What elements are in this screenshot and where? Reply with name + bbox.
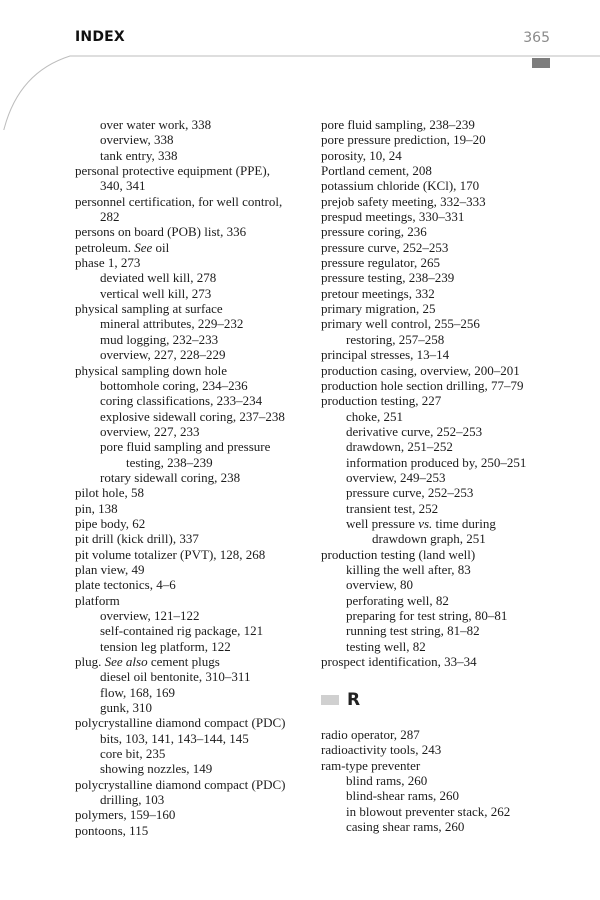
index-entry <box>75 823 307 838</box>
entry-text: overview, 227, 233 <box>100 423 200 439</box>
entry-text: overview, 338 <box>100 132 174 148</box>
entry-text: polycrystalline diamond compact (PDC) <box>75 776 286 792</box>
entry-cross-reference: See also <box>104 654 148 670</box>
index-subentry <box>75 132 307 147</box>
entry-text: drilling, 103 <box>100 792 165 808</box>
entry-text-tail: time during <box>432 515 496 531</box>
index-subentry <box>75 117 307 132</box>
entry-text: pit drill (kick drill), 337 <box>75 531 199 547</box>
index-subentry <box>75 792 307 807</box>
index-entry <box>75 240 307 255</box>
index-column-right <box>321 117 561 669</box>
index-subentry <box>75 746 307 761</box>
entry-text: transient test, 252 <box>346 500 439 516</box>
entry-text: vertical well kill, 273 <box>100 285 212 301</box>
entry-text: coring classifications, 233–234 <box>100 393 263 409</box>
index-subentry <box>75 148 307 163</box>
index-subentry <box>75 209 307 224</box>
entry-text: plate tectonics, 4–6 <box>75 577 176 593</box>
entry-text: pressure coring, 236 <box>321 224 427 240</box>
entry-text: porosity, 10, 24 <box>321 147 402 163</box>
entry-text: polymers, 159–160 <box>75 807 176 823</box>
entry-text: prespud meetings, 330–331 <box>321 209 465 225</box>
entry-text: polycrystalline diamond compact (PDC) <box>75 715 286 731</box>
section-heading-r <box>321 690 360 710</box>
entry-text: plug. <box>75 654 105 670</box>
entry-text: pontoons, 115 <box>75 822 149 838</box>
index-subentry <box>321 409 561 424</box>
index-entry <box>321 758 561 773</box>
index-subentry <box>75 286 307 301</box>
index-entry <box>75 531 307 546</box>
index-subentry <box>321 470 561 485</box>
index-column-left <box>75 117 307 838</box>
index-subentry <box>321 562 561 577</box>
index-entry <box>75 485 307 500</box>
entry-text: personal protective equipment (PPE), <box>75 163 270 179</box>
entry-text: pore pressure prediction, 19–20 <box>321 132 486 148</box>
entry-text: bits, 103, 141, 143–144, 145 <box>100 730 249 746</box>
entry-text: well pressure <box>346 515 419 531</box>
entry-text: 340, 341 <box>100 178 146 194</box>
index-entry <box>321 209 561 224</box>
index-entry <box>321 286 561 301</box>
index-subentry <box>321 788 561 803</box>
index-entry <box>75 577 307 592</box>
index-entry <box>321 654 561 669</box>
index-entry <box>75 163 307 178</box>
index-subentry <box>321 623 561 638</box>
index-subentry <box>321 593 561 608</box>
entry-text: pipe body, 62 <box>75 515 146 531</box>
entry-text: choke, 251 <box>346 408 404 424</box>
index-subentry <box>321 804 561 819</box>
index-subentry <box>75 347 307 362</box>
entry-text: persons on board (POB) list, 336 <box>75 224 247 240</box>
index-subentry <box>321 531 561 546</box>
index-entry <box>321 224 561 239</box>
index-entry <box>75 363 307 378</box>
index-entry <box>321 727 561 742</box>
running-head-title: INDEX <box>75 29 125 45</box>
index-entry <box>321 194 561 209</box>
entry-text: potassium chloride (KCl), 170 <box>321 178 480 194</box>
entry-text: primary well control, 255–256 <box>321 316 480 332</box>
entry-text: 282 <box>100 209 120 225</box>
entry-text: production testing (land well) <box>321 546 476 562</box>
entry-text: overview, 249–253 <box>346 469 446 485</box>
entry-text: production hole section drilling, 77–79 <box>321 377 524 393</box>
index-subentry <box>321 608 561 623</box>
index-entry <box>75 255 307 270</box>
entry-cross-reference: vs. <box>418 515 433 531</box>
index-subentry <box>321 485 561 500</box>
index-entry <box>75 516 307 531</box>
index-subentry <box>75 332 307 347</box>
index-subentry <box>321 577 561 592</box>
entry-text: showing nozzles, 149 <box>100 761 213 777</box>
index-entry <box>321 240 561 255</box>
entry-text: pressure testing, 238–239 <box>321 270 455 286</box>
index-entry <box>321 347 561 362</box>
entry-text: Portland cement, 208 <box>321 163 432 179</box>
index-subentry <box>321 424 561 439</box>
index-entry <box>75 501 307 516</box>
entry-text: pretour meetings, 332 <box>321 285 435 301</box>
entry-text: preparing for test string, 80–81 <box>346 608 508 623</box>
index-entry <box>321 301 561 316</box>
entry-text: pit volume totalizer (PVT), 128, 268 <box>75 546 266 562</box>
entry-text: pin, 138 <box>75 500 118 516</box>
entry-text: over water work, 338 <box>100 117 212 132</box>
entry-text: drawdown graph, 251 <box>372 531 486 547</box>
entry-text: in blowout preventer stack, 262 <box>346 803 511 819</box>
index-subentry <box>75 409 307 424</box>
entry-text: deviated well kill, 278 <box>100 270 217 286</box>
entry-text: flow, 168, 169 <box>100 684 175 700</box>
entry-text: gunk, 310 <box>100 700 152 716</box>
index-entry <box>321 132 561 147</box>
index-subentry <box>75 455 307 470</box>
index-entry <box>321 270 561 285</box>
entry-text: overview, 80 <box>346 577 414 593</box>
index-entry <box>321 742 561 757</box>
entry-text: killing the well after, 83 <box>346 561 471 577</box>
index-entry <box>75 194 307 209</box>
index-subentry <box>75 393 307 408</box>
entry-text: personnel certification, for well control, <box>75 193 283 209</box>
entry-text: self-contained rig package, 121 <box>100 623 264 639</box>
index-subentry <box>321 516 561 531</box>
index-subentry <box>75 270 307 285</box>
entry-text: restoring, 257–258 <box>346 331 445 347</box>
entry-text: pore fluid sampling, 238–239 <box>321 117 475 132</box>
index-subentry <box>75 178 307 193</box>
index-entry <box>75 807 307 822</box>
index-subentry <box>75 731 307 746</box>
index-subentry <box>321 639 561 654</box>
index-subentry <box>75 639 307 654</box>
index-entry <box>75 301 307 316</box>
index-subentry <box>75 316 307 331</box>
index-subentry <box>75 439 307 454</box>
entry-text: running test string, 81–82 <box>346 623 480 639</box>
index-entry <box>321 547 561 562</box>
index-section-r-entries <box>321 727 561 834</box>
entry-text: phase 1, 273 <box>75 255 141 271</box>
index-entry <box>75 654 307 669</box>
entry-cross-reference: See <box>134 239 153 255</box>
entry-text: radio operator, 287 <box>321 727 420 742</box>
entry-text: explosive sidewall coring, 237–238 <box>100 408 285 424</box>
section-letter: R <box>347 690 361 710</box>
entry-text: bottomhole coring, 234–236 <box>100 377 248 393</box>
entry-text: primary migration, 25 <box>321 301 436 317</box>
entry-text: drawdown, 251–252 <box>346 439 453 455</box>
entry-text-tail: cement plugs <box>147 654 220 670</box>
entry-text: mineral attributes, 229–232 <box>100 316 244 332</box>
entry-text: physical sampling at surface <box>75 301 223 317</box>
entry-text: pressure curve, 252–253 <box>321 239 449 255</box>
entry-text: production casing, overview, 200–201 <box>321 362 520 378</box>
index-subentry <box>75 761 307 776</box>
index-entry <box>75 593 307 608</box>
index-entry <box>321 316 561 331</box>
index-subentry <box>75 424 307 439</box>
index-subentry <box>75 669 307 684</box>
entry-text: pore fluid sampling and pressure <box>100 439 271 455</box>
entry-text: overview, 121–122 <box>100 608 200 623</box>
entry-text: ram-type preventer <box>321 757 421 773</box>
entry-text: blind rams, 260 <box>346 773 428 789</box>
index-subentry <box>75 608 307 623</box>
entry-text: rotary sidewall coring, 238 <box>100 469 241 485</box>
index-entry <box>321 393 561 408</box>
entry-text: platform <box>75 592 120 608</box>
index-entry <box>75 547 307 562</box>
page-number: 365 <box>523 30 550 46</box>
index-subentry <box>321 773 561 788</box>
entry-text: principal stresses, 13–14 <box>321 347 450 363</box>
index-entry <box>321 163 561 178</box>
entry-text: derivative curve, 252–253 <box>346 423 483 439</box>
entry-text: plan view, 49 <box>75 561 145 577</box>
entry-text: prospect identification, 33–34 <box>321 654 477 670</box>
entry-text: prejob safety meeting, 332–333 <box>321 193 486 209</box>
index-entry <box>321 178 561 193</box>
index-subentry <box>321 501 561 516</box>
index-entry <box>321 378 561 393</box>
header-decorative-curve <box>0 0 600 130</box>
entry-text: radioactivity tools, 243 <box>321 742 442 758</box>
index-subentry <box>75 378 307 393</box>
index-entry <box>75 715 307 730</box>
entry-text: mud logging, 232–233 <box>100 331 219 347</box>
entry-text: perforating well, 82 <box>346 592 449 608</box>
entry-text: physical sampling down hole <box>75 362 228 378</box>
entry-text: pressure curve, 252–253 <box>346 485 474 501</box>
index-entry <box>75 562 307 577</box>
entry-text: tension leg platform, 122 <box>100 638 231 654</box>
entry-text: pressure regulator, 265 <box>321 255 440 271</box>
index-entry <box>75 777 307 792</box>
index-subentry <box>321 819 561 834</box>
index-subentry <box>321 332 561 347</box>
index-subentry <box>75 700 307 715</box>
entry-text: testing, 238–239 <box>126 454 213 470</box>
index-subentry <box>321 439 561 454</box>
entry-text: information produced by, 250–251 <box>346 454 527 470</box>
entry-text: overview, 227, 228–229 <box>100 347 226 363</box>
entry-text-tail: oil <box>152 239 170 255</box>
entry-text: diesel oil bentonite, 310–311 <box>100 669 251 685</box>
entry-text: casing shear rams, 260 <box>346 819 465 835</box>
entry-text: core bit, 235 <box>100 746 166 762</box>
index-subentry <box>75 470 307 485</box>
entry-text: tank entry, 338 <box>100 147 178 163</box>
entry-text: pilot hole, 58 <box>75 485 144 501</box>
header-tab-marker <box>532 58 550 68</box>
entry-text: production testing, 227 <box>321 393 442 409</box>
entry-text: blind-shear rams, 260 <box>346 788 460 804</box>
index-entry <box>321 117 561 132</box>
index-entry <box>321 255 561 270</box>
index-subentry <box>75 685 307 700</box>
entry-text: petroleum. <box>75 239 135 255</box>
section-marker <box>321 695 339 705</box>
index-entry <box>75 224 307 239</box>
index-subentry <box>321 455 561 470</box>
index-entry <box>321 363 561 378</box>
index-subentry <box>75 623 307 638</box>
entry-text: testing well, 82 <box>346 638 426 654</box>
index-entry <box>321 148 561 163</box>
